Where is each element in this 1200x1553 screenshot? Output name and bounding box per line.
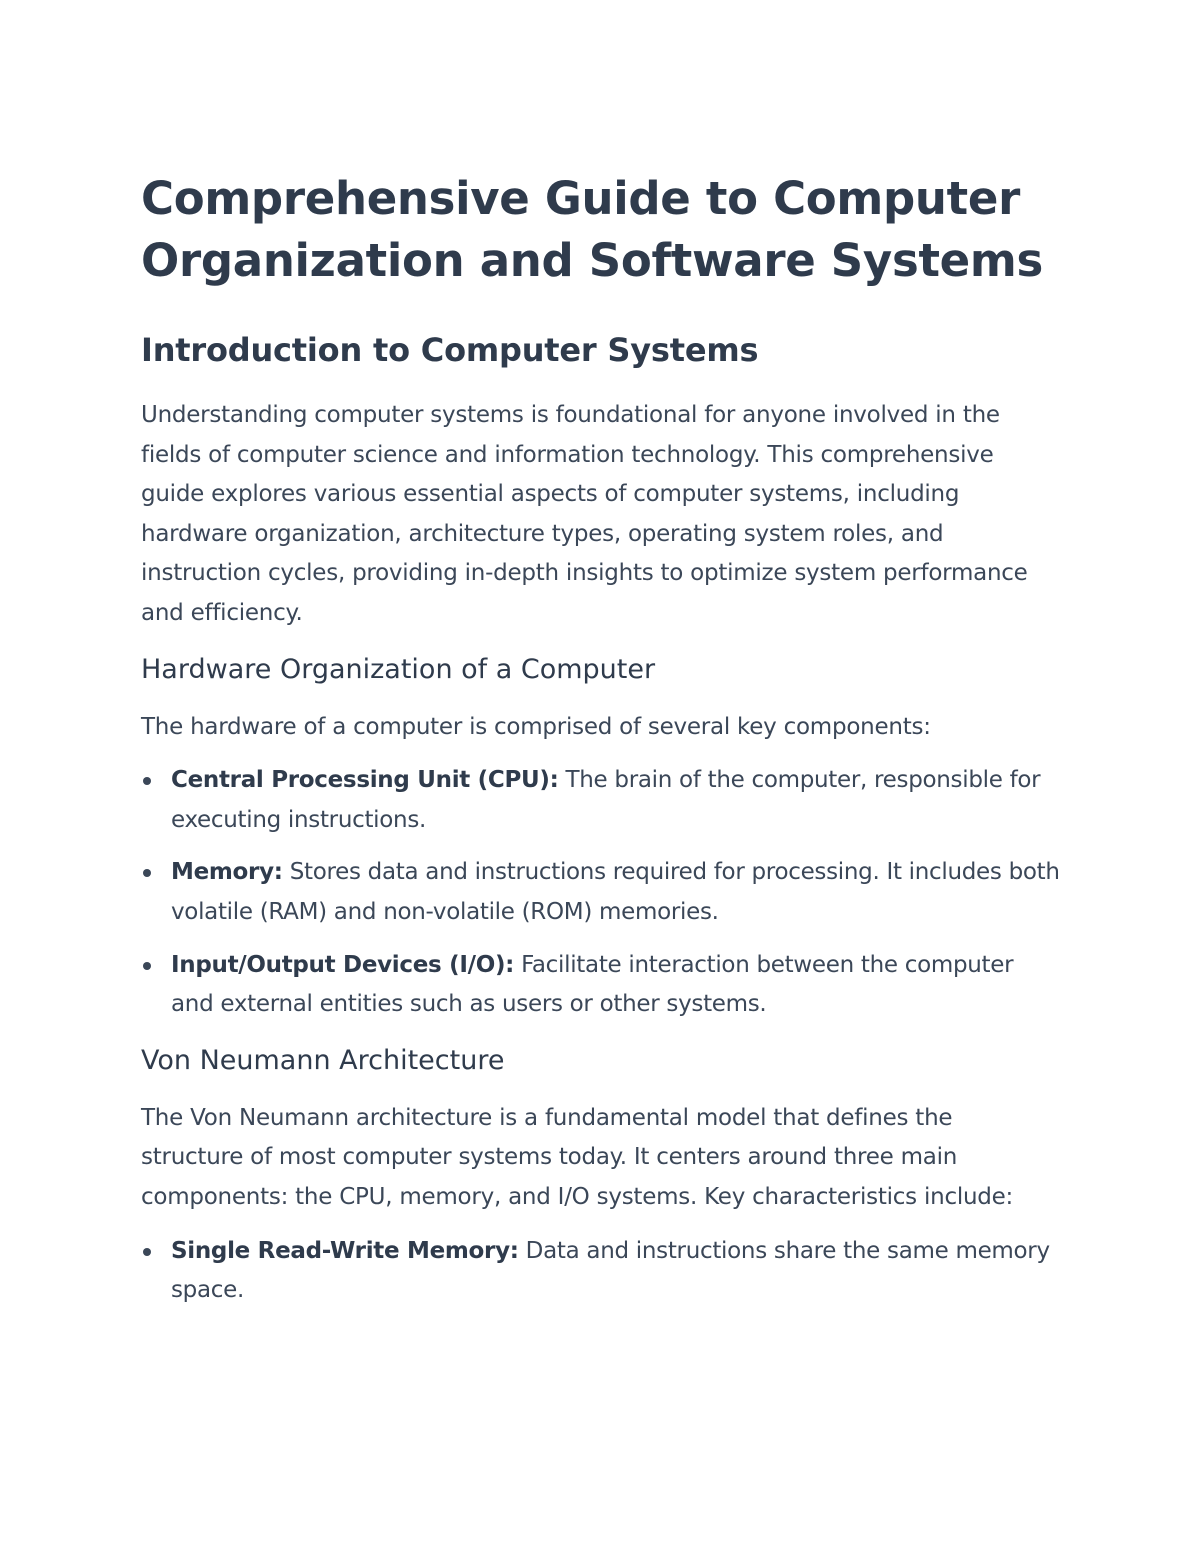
document-title xyxy=(141,168,1061,292)
subsection-heading-von-neumann: Von Neumann Architecture xyxy=(141,1044,505,1076)
list-item-description: Facilitate interaction between the computer and external entities such as users or other systems. xyxy=(171,951,1014,1018)
list-item-cpu xyxy=(141,761,1061,840)
section-heading-introduction: Introduction to Computer Systems xyxy=(141,331,759,369)
document-page xyxy=(141,168,1061,1324)
list-item-term: Single Read-Write Memory: xyxy=(171,1237,519,1264)
list-item-description: The brain of the computer, responsible for executing instructions. xyxy=(171,767,1041,833)
hardware-paragraph: The hardware of a computer is comprised of several key components: xyxy=(141,713,931,740)
list-item-io-devices xyxy=(141,946,1061,1025)
von-neumann-paragraph: The Von Neumann architecture is a fundamental model that defines the structure of most computer systems today. It centers around three main components: the CPU, memory, and I/O systems. Key characteristics include: xyxy=(141,1104,1014,1210)
list-item-term: Memory: xyxy=(171,859,283,886)
intro-paragraph: Understanding computer systems is foundational for anyone involved in the fields of computer science and information technology. This comprehensive guide explores various essential aspects of computer systems, including hardware organization, architecture types, operating system roles, and instruction cycles, providing in-depth insights to optimize system performance and efficiency. xyxy=(141,402,1028,626)
list-item-term: Input/Output Devices (I/O): xyxy=(171,951,515,978)
bullet-dot-icon xyxy=(143,777,151,785)
bullet-dot-icon xyxy=(143,962,151,970)
list-item-description: Stores data and instructions required for processing. It includes both volatile (RAM) and non-volatile (ROM) memories. xyxy=(171,859,1060,925)
bullet-dot-icon xyxy=(143,1248,151,1256)
bullet-dot-icon xyxy=(143,869,151,877)
list-item-description: Data and instructions share the same memory space. xyxy=(171,1237,1050,1304)
von-neumann-characteristics-list xyxy=(141,1232,1061,1311)
subsection-heading-hardware: Hardware Organization of a Computer xyxy=(141,653,656,685)
document-title-line-1: Comprehensive Guide to Computer xyxy=(141,172,1020,225)
list-item-memory xyxy=(141,853,1061,932)
document-title-line-2: Organization and Software Systems xyxy=(141,234,1043,287)
list-item-single-read-write-memory xyxy=(141,1232,1061,1311)
hardware-components-list xyxy=(141,761,1061,1025)
list-item-term: Central Processing Unit (CPU): xyxy=(171,767,559,794)
